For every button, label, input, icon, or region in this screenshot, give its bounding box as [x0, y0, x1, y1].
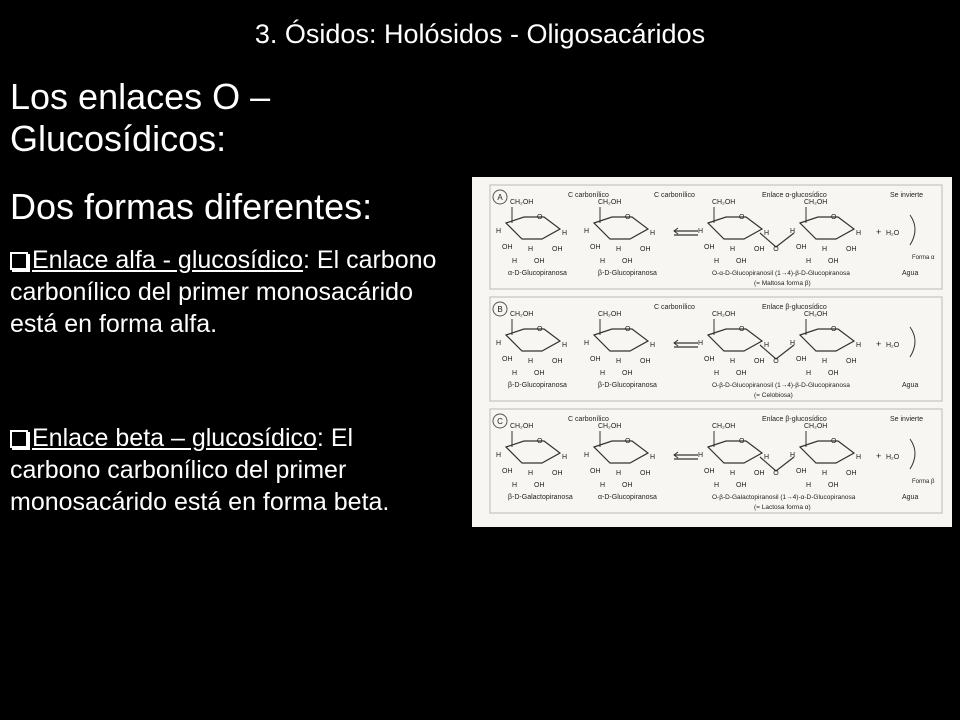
oh-label: OH	[552, 358, 563, 365]
diagram-svg	[472, 177, 952, 527]
sugar-ring	[800, 329, 854, 351]
label-product-sub: (= Maltosa forma β)	[754, 280, 811, 287]
h-label: H	[806, 370, 812, 377]
callout-carbonyl-1: C carbonílico	[568, 416, 609, 423]
bullet-alpha-sep: :	[302, 246, 317, 274]
label-mid-sugar: α-D-Glucopiranosa	[598, 494, 657, 501]
ring-oxygen-label: O	[831, 326, 837, 333]
oh-label: OH	[846, 246, 857, 253]
ch2oh-label: CH₂OH	[712, 199, 736, 206]
ch2oh-label: CH₂OH	[510, 199, 534, 206]
oh-label: OH	[622, 370, 633, 377]
h-label: H	[616, 246, 622, 253]
callout-carbonyl-1: C carbonílico	[568, 192, 609, 199]
callout-invert: Se invierte	[890, 416, 924, 423]
oh-label: OH	[640, 246, 651, 253]
oh-label: OH	[590, 244, 601, 251]
h-label: H	[714, 370, 720, 377]
h-label: H	[528, 470, 534, 477]
ch2oh-label: CH₂OH	[804, 311, 828, 318]
label-water: Agua	[902, 382, 919, 389]
h-label: H	[790, 452, 796, 459]
oh-label: OH	[534, 482, 545, 489]
label-product: O-α-D-Glucopiranosil (1→4)-β-D-Glucopiranosa	[712, 270, 850, 277]
sugar-ring	[708, 441, 762, 463]
oh-label: OH	[502, 468, 513, 475]
h-label: H	[584, 340, 590, 347]
sugar-ring	[800, 217, 854, 239]
ring-oxygen-label: O	[537, 214, 543, 221]
label-product-sub: (= Lactosa forma α)	[754, 504, 811, 511]
oh-label: OH	[828, 482, 839, 489]
panel-letter: A	[497, 193, 503, 202]
ring-oxygen-label: O	[537, 326, 543, 333]
bullet-alpha-text: El carbono carbonílico del primer monosacárido está en forma alfa.	[10, 246, 437, 338]
ch2oh-label: CH₂OH	[712, 423, 736, 430]
h-label: H	[764, 342, 770, 349]
oh-label: OH	[828, 370, 839, 377]
callout-carbonyl-2: C carbonílico	[654, 304, 695, 311]
label-product: O-β-D-Galactopiranosil (1→4)-α-D-Glucopiranosa	[712, 494, 856, 501]
inversion-hook	[910, 327, 915, 357]
oh-label: OH	[552, 246, 563, 253]
h-label: H	[822, 246, 828, 253]
oh-label: OH	[754, 470, 765, 477]
oh-label: OH	[846, 358, 857, 365]
sugar-ring	[594, 217, 648, 239]
label-water: Agua	[902, 270, 919, 277]
h-label: H	[562, 342, 568, 349]
plus-sign: +	[876, 451, 882, 461]
heading-two-forms: Dos formas diferentes:	[10, 186, 373, 227]
oh-label: OH	[828, 258, 839, 265]
h-label: H	[790, 228, 796, 235]
oh-label: OH	[704, 356, 715, 363]
h-label: H	[512, 370, 518, 377]
oh-label: OH	[796, 468, 807, 475]
panel-letter: B	[497, 305, 503, 314]
ch2oh-label: CH₂OH	[712, 311, 736, 318]
h-label: H	[856, 454, 862, 461]
sugar-ring	[708, 217, 762, 239]
h-label: H	[714, 258, 720, 265]
h-label: H	[806, 482, 812, 489]
label-water: Agua	[902, 494, 919, 501]
oh-label: OH	[754, 246, 765, 253]
h-label: H	[584, 452, 590, 459]
oh-label: OH	[736, 258, 747, 265]
ring-oxygen-label: O	[831, 438, 837, 445]
ring-oxygen-label: O	[625, 438, 631, 445]
oh-label: OH	[622, 258, 633, 265]
oh-label: OH	[640, 358, 651, 365]
bullet-beta-text: El carbono carbonílico del primer monosacárido está en forma beta.	[10, 424, 390, 516]
inversion-hook	[910, 215, 915, 245]
water-formula: H₂O	[886, 342, 900, 349]
sugar-ring	[594, 441, 648, 463]
oh-label: OH	[796, 244, 807, 251]
label-left-sugar: α-D-Glucopiranosa	[508, 270, 567, 277]
h-label: H	[616, 358, 622, 365]
h-label: H	[600, 482, 606, 489]
h-label: H	[650, 230, 656, 237]
oh-label: OH	[736, 482, 747, 489]
h-label: H	[512, 482, 518, 489]
oh-label: OH	[534, 258, 545, 265]
label-mid-sugar: β-D-Glucopiranosa	[598, 270, 657, 277]
sugar-ring	[506, 329, 560, 351]
form-note: Forma β	[912, 479, 935, 485]
oh-label: OH	[552, 470, 563, 477]
h-label: H	[822, 358, 828, 365]
h-label: H	[496, 228, 502, 235]
h-label: H	[730, 470, 736, 477]
callout-bond: Enlace α-glucosídico	[762, 192, 827, 199]
h-label: H	[764, 230, 770, 237]
ch2oh-label: CH₂OH	[510, 423, 534, 430]
oh-label: OH	[590, 468, 601, 475]
oh-label: OH	[736, 370, 747, 377]
ch2oh-label: CH₂OH	[804, 423, 828, 430]
h-label: H	[764, 454, 770, 461]
bridge-oxygen-label: O	[773, 246, 779, 253]
plus-sign: +	[876, 227, 882, 237]
plus-sign: +	[876, 339, 882, 349]
ring-oxygen-label: O	[739, 326, 745, 333]
ring-oxygen-label: O	[537, 438, 543, 445]
inversion-hook	[910, 439, 915, 469]
oh-label: OH	[846, 470, 857, 477]
h-label: H	[496, 452, 502, 459]
h-label: H	[714, 482, 720, 489]
oh-label: OH	[502, 244, 513, 251]
h-label: H	[730, 358, 736, 365]
ch2oh-label: CH₂OH	[510, 311, 534, 318]
label-left-sugar: β-D-Galactopiranosa	[508, 494, 573, 501]
slide-title: 3. Ósidos: Holósidos - Oligosacáridos	[254, 19, 706, 49]
label-product: O-β-D-Glucopiranosil (1→4)-β-D-Glucopiranosa	[712, 382, 850, 389]
checkbox-bullet-icon	[10, 430, 28, 448]
h-label: H	[822, 470, 828, 477]
form-note: Forma α	[912, 255, 935, 261]
h-label: H	[650, 342, 656, 349]
h-label: H	[806, 258, 812, 265]
ring-oxygen-label: O	[831, 214, 837, 221]
h-label: H	[698, 340, 704, 347]
h-label: H	[616, 470, 622, 477]
callout-bond: Enlace β-glucosídico	[762, 416, 827, 423]
ch2oh-label: CH₂OH	[598, 311, 622, 318]
oh-label: OH	[640, 470, 651, 477]
sugar-ring	[800, 441, 854, 463]
glycosidic-bond-diagram	[472, 177, 952, 527]
bridge-oxygen-label: O	[773, 358, 779, 365]
sugar-ring	[506, 217, 560, 239]
bullet-beta-label: Enlace beta – glucosídico	[32, 424, 317, 452]
h-label: H	[856, 342, 862, 349]
oh-label: OH	[534, 370, 545, 377]
sugar-ring	[594, 329, 648, 351]
bullet-beta	[10, 422, 450, 518]
h-label: H	[698, 452, 704, 459]
label-left-sugar: β-D-Glucopiranosa	[508, 382, 567, 389]
h-label: H	[650, 454, 656, 461]
ch2oh-label: CH₂OH	[804, 199, 828, 206]
bridge-oxygen-label: O	[773, 470, 779, 477]
h-label: H	[600, 370, 606, 377]
oh-label: OH	[622, 482, 633, 489]
h-label: H	[730, 246, 736, 253]
sugar-ring	[708, 329, 762, 351]
oh-label: OH	[796, 356, 807, 363]
oh-label: OH	[502, 356, 513, 363]
h-label: H	[856, 230, 862, 237]
h-label: H	[584, 228, 590, 235]
h-label: H	[528, 246, 534, 253]
water-formula: H₂O	[886, 230, 900, 237]
heading-glycosidic-bonds: Los enlaces O – Glucosídicos:	[10, 76, 271, 159]
ch2oh-label: CH₂OH	[598, 199, 622, 206]
h-label: H	[496, 340, 502, 347]
bullet-alpha-label: Enlace alfa - glucosídico	[32, 246, 303, 274]
checkbox-bullet-icon	[10, 252, 28, 270]
sugar-ring	[506, 441, 560, 463]
oh-label: OH	[590, 356, 601, 363]
bullet-alpha	[10, 244, 450, 340]
oh-label: OH	[704, 244, 715, 251]
callout-bond: Enlace β-glucosídico	[762, 304, 827, 311]
h-label: H	[562, 454, 568, 461]
ring-oxygen-label: O	[739, 214, 745, 221]
h-label: H	[790, 340, 796, 347]
water-formula: H₂O	[886, 454, 900, 461]
ring-oxygen-label: O	[625, 214, 631, 221]
callout-invert: Se invierte	[890, 192, 924, 199]
h-label: H	[512, 258, 518, 265]
panel-letter: C	[497, 417, 503, 426]
label-product-sub: (= Celobiosa)	[754, 392, 793, 399]
bullet-beta-sep: :	[316, 424, 331, 452]
callout-carbonyl-2: C carbonílico	[654, 192, 695, 199]
h-label: H	[600, 258, 606, 265]
ch2oh-label: CH₂OH	[598, 423, 622, 430]
ring-oxygen-label: O	[625, 326, 631, 333]
oh-label: OH	[754, 358, 765, 365]
h-label: H	[562, 230, 568, 237]
label-mid-sugar: β-D-Glucopiranosa	[598, 382, 657, 389]
h-label: H	[528, 358, 534, 365]
h-label: H	[698, 228, 704, 235]
oh-label: OH	[704, 468, 715, 475]
ring-oxygen-label: O	[739, 438, 745, 445]
